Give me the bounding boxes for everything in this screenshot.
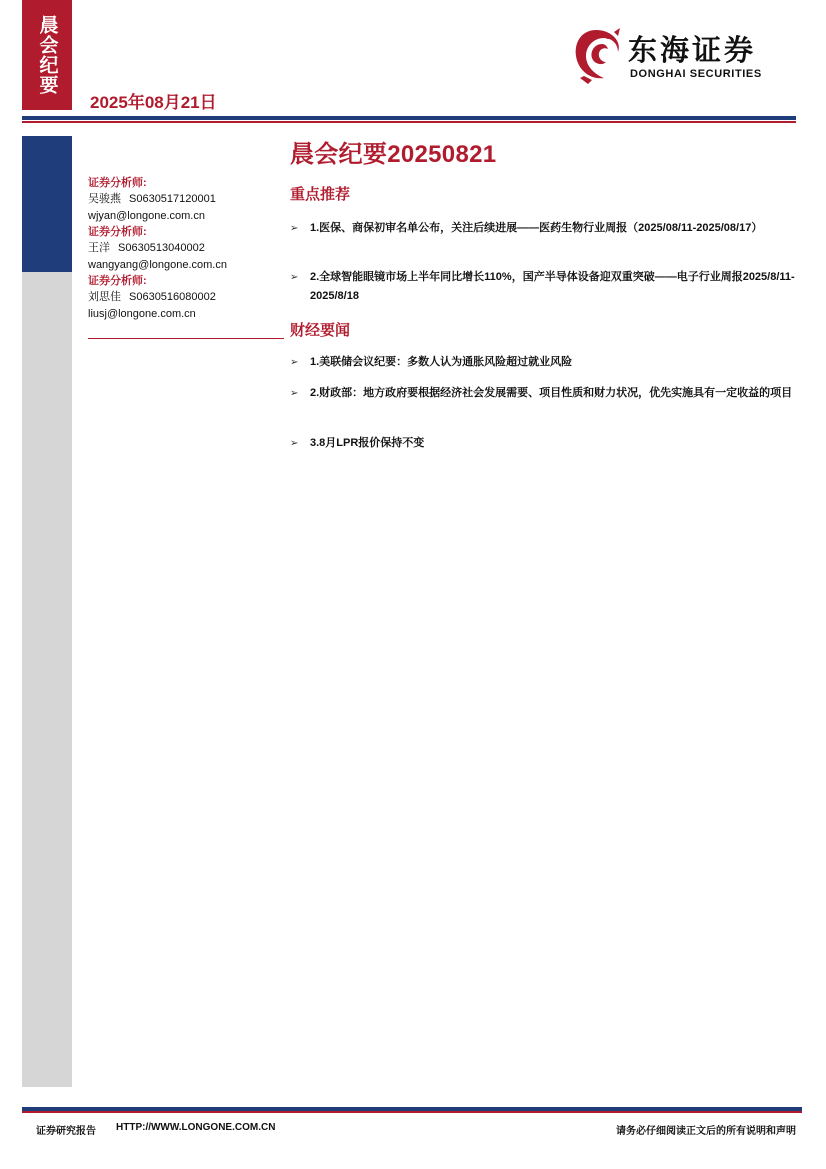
arrow-bullet-icon: ➢ [290,272,299,283]
analyst-email[interactable]: wangyang@longone.com.cn [88,259,227,271]
list-item-text: 1.医保、商保初审名单公布，关注后续进展——医药生物行业周报（2025/08/11-2025/08/17） [310,222,763,234]
report-date: 2025年08月21日 [90,93,217,112]
analyst-email[interactable]: wjyan@longone.com.cn [88,210,205,222]
arrow-bullet-icon: ➢ [290,223,299,234]
list-item-text: 2.财政部：地方政府要根据经济社会发展需要、项目性质和财力状况，优先实施具有一定收益的项目 [310,387,793,399]
report-type-label: 晨会纪要 [36,15,58,95]
analyst-name-license [88,240,288,257]
footer-divider-red [22,1111,802,1113]
analyst-entry [88,176,288,225]
list-item[interactable] [290,353,798,372]
analyst-email[interactable]: liusj@longone.com.cn [88,308,196,320]
analyst-name: 吴骏燕 [88,193,121,205]
analyst-license: S0630513040002 [118,242,205,254]
analyst-role: 证券分析师: [88,275,147,287]
list-item[interactable] [290,384,798,403]
sidebar-accent-gray [22,272,72,1087]
logo-english-text: DONGHAI SECURITIES [630,68,762,80]
company-logo [568,24,792,90]
analyst-name-license [88,191,288,208]
analyst-name: 王洋 [88,242,110,254]
header-divider-red [22,121,796,123]
analyst-license: S0630517120001 [129,193,216,205]
analyst-role: 证券分析师: [88,177,147,189]
analyst-entry [88,274,288,323]
arrow-bullet-icon: ➢ [290,357,299,368]
logo-chinese-text: 东海证券 [628,33,757,67]
report-type-tag [22,0,72,110]
section-title-financial-news: 财经要闻 [290,322,351,339]
analyst-entry [88,225,288,274]
sidebar-accent-blue [22,136,72,272]
footer-disclaimer: 请务必仔细阅读正文后的所有说明和声明 [616,1126,796,1137]
analyst-divider [88,338,284,339]
analyst-name: 刘思佳 [88,291,121,303]
list-item[interactable] [290,268,798,306]
list-item-text: 2.全球智能眼镜市场上半年同比增长110%，国产半导体设备迎双重突破——电子行业周报2025/8/11-2025/8/18 [310,271,795,302]
analyst-name-license [88,289,288,306]
list-item-text: 3.8月LPR报价保持不变 [310,437,425,449]
section-title-key-recommendations: 重点推荐 [290,186,351,203]
page-title: 晨会纪要20250821 [290,141,497,168]
list-item-text: 1.美联储会议纪要：多数人认为通胀风险超过就业风险 [310,356,573,368]
analyst-license: S0630516080002 [129,291,216,303]
list-item[interactable] [290,434,798,453]
list-item[interactable] [290,219,798,238]
arrow-bullet-icon: ➢ [290,438,299,449]
analyst-role: 证券分析师: [88,226,147,238]
footer-report-label: 证券研究报告 [36,1126,96,1137]
footer-website-link[interactable]: HTTP://WWW.LONGONE.COM.CN [116,1122,276,1133]
arrow-bullet-icon: ➢ [290,388,299,399]
analyst-list [88,176,288,323]
dragon-emblem-icon [568,24,624,90]
header-divider-blue [22,116,796,120]
